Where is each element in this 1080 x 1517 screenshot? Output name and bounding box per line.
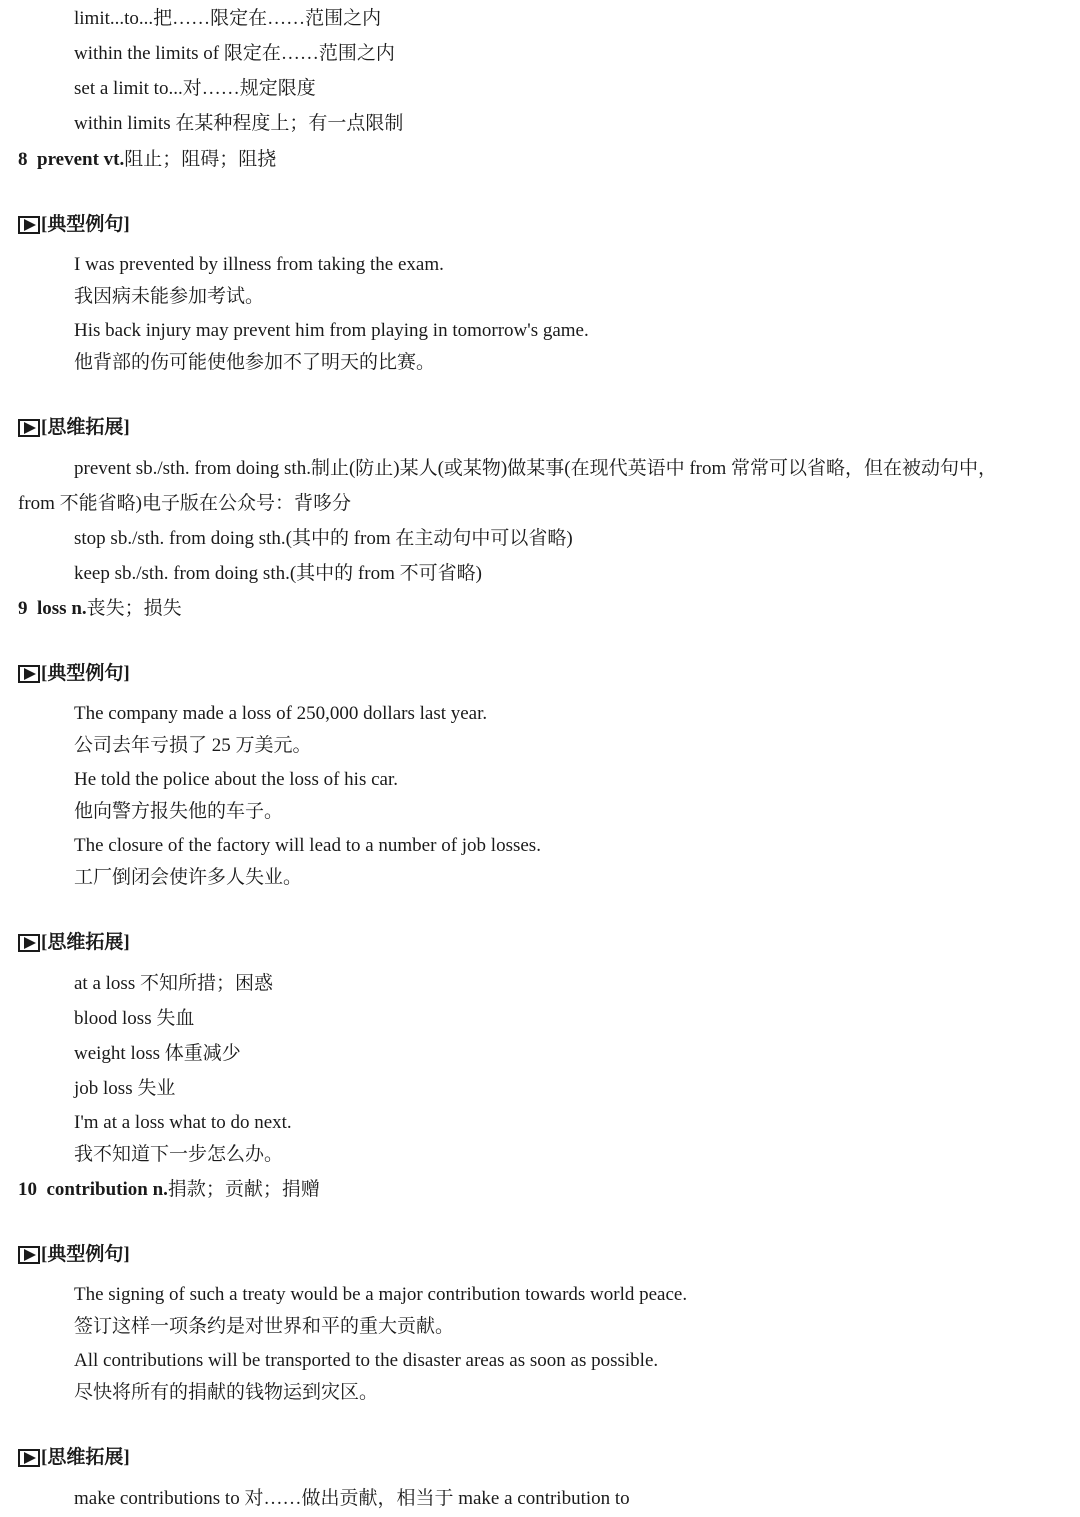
phrase-line: within the limits of 限定在……范围之内	[74, 43, 395, 64]
section-heading-label: [典型例句]	[41, 1244, 130, 1265]
phrase-line: weight loss 体重减少	[74, 1043, 241, 1064]
section-heading-examples	[18, 212, 130, 238]
entry-word: loss n.	[37, 598, 87, 619]
phrase-line: set a limit to...对……规定限度	[74, 78, 316, 99]
phrase-line: limit...to...把……限定在……范围之内	[74, 8, 382, 29]
phrase-line: job loss 失业	[74, 1078, 176, 1099]
section-heading-examples	[18, 661, 130, 687]
example-sentence-en: I'm at a loss what to do next.	[74, 1112, 292, 1133]
play-triangle-icon	[18, 419, 40, 437]
entry-heading-10	[18, 1177, 320, 1203]
entry-word: prevent vt.	[37, 149, 125, 170]
play-triangle-icon	[18, 934, 40, 952]
extension-line: from 不能省略)电子版在公众号：背哆分	[18, 493, 352, 514]
entry-heading-8	[18, 147, 276, 173]
entry-heading-9	[18, 596, 182, 622]
example-sentence-en: The signing of such a treaty would be a major contribution towards world peace.	[74, 1284, 688, 1305]
entry-number: 9	[18, 598, 28, 619]
extension-line: keep sb./sth. from doing sth.(其中的 from 不可省略)	[74, 563, 482, 584]
play-triangle-icon	[18, 216, 40, 234]
example-sentence-zh: 尽快将所有的捐献的钱物运到灾区。	[74, 1382, 379, 1403]
section-heading-label: [思维拓展]	[41, 417, 130, 438]
section-heading-label: [典型例句]	[41, 214, 130, 235]
phrase-line: within limits 在某种程度上；有一点限制	[74, 113, 404, 134]
section-heading-extension	[18, 1445, 130, 1471]
phrase-line: blood loss 失血	[74, 1008, 195, 1029]
extension-line: make contributions to 对……做出贡献，相当于 make a contribution to	[74, 1488, 630, 1509]
extension-line: stop sb./sth. from doing sth.(其中的 from 在主动句中可以省略)	[74, 528, 573, 549]
entry-definition: 阻止；阻碍；阻挠	[124, 149, 277, 170]
section-heading-label: [典型例句]	[41, 663, 130, 684]
example-sentence-en: The company made a loss of 250,000 dollars last year.	[74, 703, 488, 724]
example-sentence-en: He told the police about the loss of his car.	[74, 769, 398, 790]
example-sentence-en: I was prevented by illness from taking the exam.	[74, 254, 444, 275]
play-triangle-icon	[18, 1449, 40, 1467]
example-sentence-en: All contributions will be transported to the disaster areas as soon as possible.	[74, 1350, 659, 1371]
section-heading-label: [思维拓展]	[41, 1447, 130, 1468]
phrase-line: at a loss 不知所措；困惑	[74, 973, 273, 994]
section-heading-examples	[18, 1242, 130, 1268]
example-sentence-zh: 公司去年亏损了 25 万美元。	[74, 735, 312, 756]
entry-definition: 捐款；贡献；捐赠	[167, 1179, 320, 1200]
example-sentence-zh: 签订这样一项条约是对世界和平的重大贡献。	[74, 1316, 455, 1337]
example-sentence-zh: 我因病未能参加考试。	[74, 286, 265, 307]
play-triangle-icon	[18, 1246, 40, 1264]
entry-word: contribution n.	[46, 1179, 168, 1200]
example-sentence-zh: 工厂倒闭会使许多人失业。	[74, 867, 303, 888]
entry-number: 10	[18, 1179, 37, 1200]
entry-number: 8	[18, 149, 28, 170]
section-heading-extension	[18, 930, 130, 956]
section-heading-extension	[18, 415, 130, 441]
extension-line: prevent sb./sth. from doing sth.制止(防止)某人(或某物)做某事(在现代英语中 from 常常可以省略，但在被动句中，	[74, 458, 998, 479]
play-triangle-icon	[18, 665, 40, 683]
entry-definition: 丧失；损失	[86, 598, 182, 619]
example-sentence-en: The closure of the factory will lead to a number of job losses.	[74, 835, 541, 856]
section-heading-label: [思维拓展]	[41, 932, 130, 953]
example-sentence-zh: 他背部的伤可能使他参加不了明天的比赛。	[74, 352, 436, 373]
example-sentence-zh: 他向警方报失他的车子。	[74, 801, 284, 822]
example-sentence-zh: 我不知道下一步怎么办。	[74, 1144, 284, 1165]
example-sentence-en: His back injury may prevent him from playing in tomorrow's game.	[74, 320, 589, 341]
